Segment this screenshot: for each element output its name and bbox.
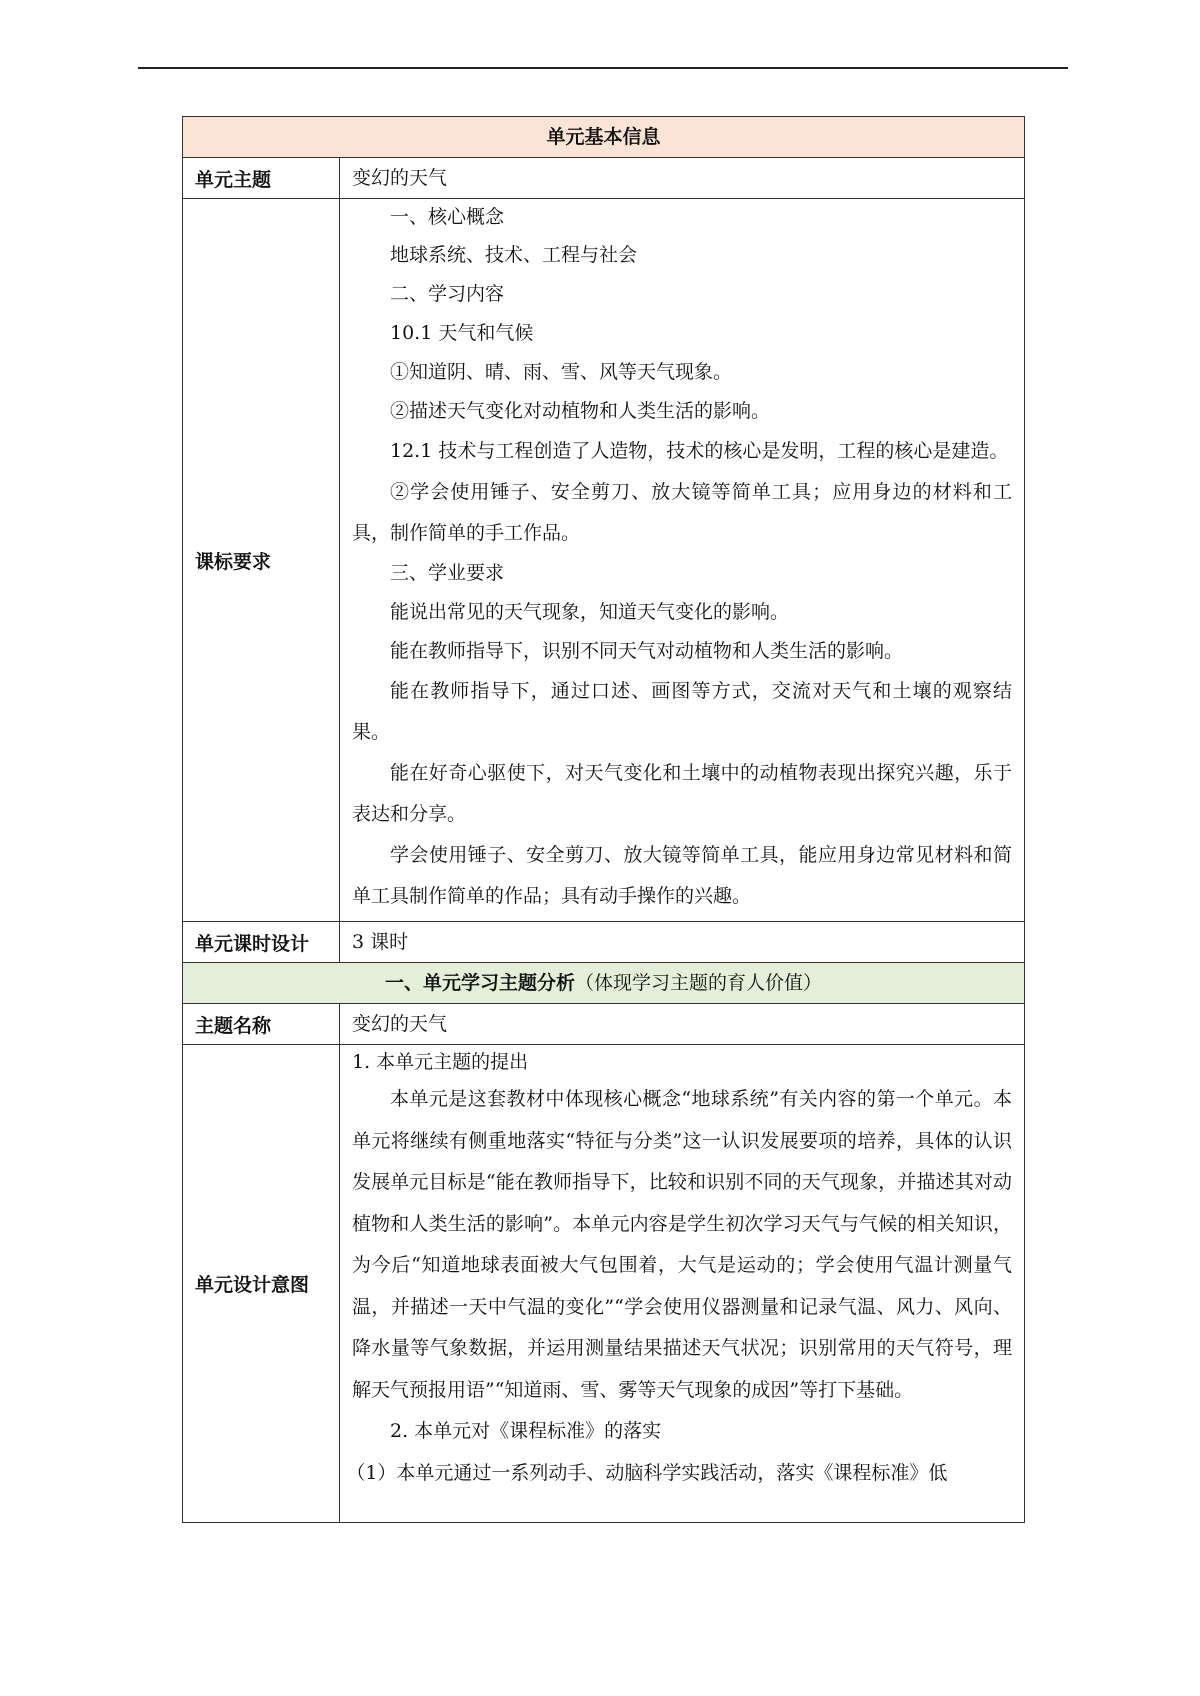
theme-analysis-header-bold: 一、单元学习主题分析 <box>384 972 575 994</box>
lesson-hours-row <box>183 922 1025 963</box>
standards-line: 能在教师指导下，通过口述、画图等方式，交流对天气和土壤的观察结果。 <box>352 680 1013 743</box>
standards-line: ①知道阴、晴、雨、雪、风等天气现象。 <box>390 361 733 383</box>
standards-line: 三、学业要求 <box>390 562 505 584</box>
theme-analysis-header-note: （体现学习主题的育人价值） <box>575 972 823 994</box>
standards-row <box>183 199 1025 922</box>
standards-line: 二、学习内容 <box>390 283 505 305</box>
unit-theme-row <box>183 158 1025 199</box>
standards-line: 地球系统、技术、工程与社会 <box>390 244 638 266</box>
intent-line: 1. 本单元主题的提出 <box>352 1051 529 1073</box>
intent-line: （1）本单元通过一系列动手、动脑科学实践活动，落实《课程标准》低 <box>346 1461 948 1484</box>
intent-line: 2. 本单元对《课程标准》的落实 <box>390 1420 662 1442</box>
standards-line: ②描述天气变化对动植物和人类生活的影响。 <box>390 400 771 422</box>
basic-info-header: 单元基本信息 <box>183 117 1025 158</box>
standards-line: 10.1 天气和气候 <box>390 322 534 344</box>
standards-line: 能说出常见的天气现象，知道天气变化的影响。 <box>390 601 790 623</box>
intent-paragraph: 本单元是这套教材中体现核心概念“地球系统”有关内容的第一个单元。本单元将继续有侧重地落实“特征与分类”这一认识发展要项的培养，具体的认识发展单元目标是“能在教师指导下，比较和识别不同的天气现象，并描述其对动植物和人类生活的影响”。本单元内容是学生初次学习天气与气候的相关知识，为今后“知道地球表面被大气包围着，大气是运动的；学会使用气温计测量气温，并描述一天中气温的变化”“学会使用仪器测量和记录气温、风力、风向、降水量等气象数据，并运用测量结果描述天气状况；识别常用的天气符号，理解天气预报用语”“知道雨、雪、雾等天气现象的成因”等打下基础。 <box>352 1088 1013 1401</box>
lesson-hours-value: 3 课时 <box>340 922 1025 963</box>
page-top-rule <box>138 67 1068 69</box>
standards-label: 课标要求 <box>183 199 340 922</box>
design-intent-label: 单元设计意图 <box>183 1045 340 1523</box>
topic-name-row <box>183 1004 1025 1045</box>
standards-line: 12.1 技术与工程创造了人造物，技术的核心是发明，工程的核心是建造。 <box>390 440 1009 462</box>
design-intent-row <box>183 1045 1025 1523</box>
design-intent-content <box>340 1045 1025 1523</box>
unit-info-table <box>182 116 1025 1523</box>
standards-line: ②学会使用锤子、安全剪刀、放大镜等简单工具；应用身边的材料和工具，制作简单的手工作品。 <box>352 481 1013 544</box>
theme-analysis-header-row <box>183 963 1025 1004</box>
lesson-hours-label: 单元课时设计 <box>183 922 340 963</box>
unit-theme-value: 变幻的天气 <box>340 158 1025 199</box>
topic-name-label: 主题名称 <box>183 1004 340 1045</box>
standards-line: 学会使用锤子、安全剪刀、放大镜等简单工具，能应用身边常见材料和简单工具制作简单的作品；具有动手操作的兴趣。 <box>352 844 1013 907</box>
basic-info-header-row <box>183 117 1025 158</box>
theme-analysis-header <box>183 963 1025 1004</box>
standards-content <box>340 199 1025 922</box>
standards-line: 能在教师指导下，识别不同天气对动植物和人类生活的影响。 <box>390 640 904 662</box>
topic-name-value: 变幻的天气 <box>340 1004 1025 1045</box>
standards-line: 能在好奇心驱使下，对天气变化和土壤中的动植物表现出探究兴趣，乐于表达和分享。 <box>352 762 1013 825</box>
standards-line: 一、核心概念 <box>390 206 505 228</box>
unit-theme-label: 单元主题 <box>183 158 340 199</box>
